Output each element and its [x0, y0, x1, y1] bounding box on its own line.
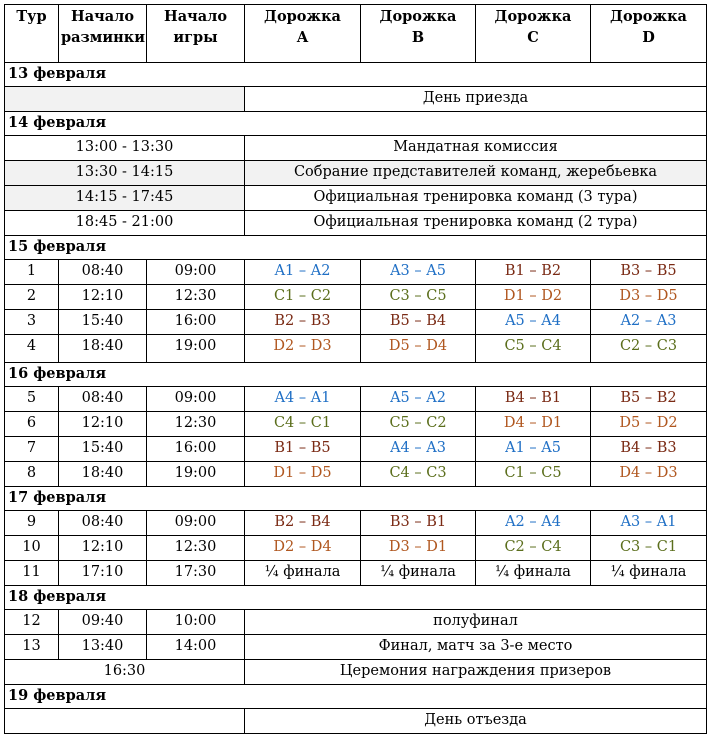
event-cell: День приезда: [245, 87, 707, 112]
lane-d-match: B4 – B3: [591, 437, 707, 462]
warmup-cell: 13:40: [59, 635, 147, 660]
table-row: [5, 161, 707, 186]
tour-cell: 12: [5, 610, 59, 635]
date-row: [5, 363, 707, 387]
date-row: [5, 586, 707, 610]
table-row: [5, 610, 707, 635]
header-lane-b: Дорожка B: [361, 5, 476, 63]
lane-d-match: A2 – A3: [591, 310, 707, 335]
table-row: [5, 561, 707, 586]
lane-a-match: D2 – D3: [245, 335, 361, 363]
date-row: [5, 112, 707, 136]
lane-b-match: A3 – A5: [361, 260, 476, 285]
game-cell: 12:30: [147, 536, 245, 561]
warmup-cell: 12:10: [59, 285, 147, 310]
table-row: [5, 635, 707, 660]
header-lane-d: Дорожка D: [591, 5, 707, 63]
game-cell: 17:30: [147, 561, 245, 586]
game-cell: 09:00: [147, 260, 245, 285]
game-cell: 19:00: [147, 335, 245, 363]
lane-a-match: C4 – C1: [245, 412, 361, 437]
warmup-cell: 08:40: [59, 511, 147, 536]
warmup-cell: 15:40: [59, 310, 147, 335]
lane-b-match: ¼ финала: [361, 561, 476, 586]
date-label: 15 февраля: [5, 236, 707, 260]
header-tour: Тур: [5, 5, 59, 63]
header-lane-c: Дорожка C: [476, 5, 591, 63]
event-cell: полуфинал: [245, 610, 707, 635]
date-label: 16 февраля: [5, 363, 707, 387]
table-row: [5, 462, 707, 487]
lane-b-match: A4 – A3: [361, 437, 476, 462]
lane-c-match: D1 – D2: [476, 285, 591, 310]
time-cell: 18:45 - 21:00: [5, 211, 245, 236]
event-cell: Собрание представителей команд, жеребьевка: [245, 161, 707, 186]
tour-cell: 1: [5, 260, 59, 285]
date-row: [5, 685, 707, 709]
warmup-cell: 08:40: [59, 387, 147, 412]
lane-d-match: B5 – B2: [591, 387, 707, 412]
header-lane-a: Дорожка A: [245, 5, 361, 63]
time-cell: 16:30: [5, 660, 245, 685]
tour-cell: 3: [5, 310, 59, 335]
date-label: 19 февраля: [5, 685, 707, 709]
lane-b-match: C4 – C3: [361, 462, 476, 487]
warmup-cell: 09:40: [59, 610, 147, 635]
tour-cell: 6: [5, 412, 59, 437]
lane-c-match: A5 – A4: [476, 310, 591, 335]
tour-cell: 11: [5, 561, 59, 586]
tour-cell: 7: [5, 437, 59, 462]
lane-d-match: D5 – D2: [591, 412, 707, 437]
table-row: [5, 310, 707, 335]
lane-a-match: D2 – D4: [245, 536, 361, 561]
lane-c-match: C1 – C5: [476, 462, 591, 487]
event-cell: День отъезда: [245, 709, 707, 734]
time-cell: 13:30 - 14:15: [5, 161, 245, 186]
lane-c-match: ¼ финала: [476, 561, 591, 586]
lane-c-match: B4 – B1: [476, 387, 591, 412]
game-cell: 16:00: [147, 437, 245, 462]
date-label: 18 февраля: [5, 586, 707, 610]
lane-b-match: C3 – C5: [361, 285, 476, 310]
empty-cell: [5, 709, 245, 734]
lane-d-match: D4 – D3: [591, 462, 707, 487]
tour-cell: 13: [5, 635, 59, 660]
table-row: [5, 709, 707, 734]
warmup-cell: 18:40: [59, 335, 147, 363]
lane-a-match: A1 – A2: [245, 260, 361, 285]
date-label: 17 февраля: [5, 487, 707, 511]
game-cell: 12:30: [147, 285, 245, 310]
game-cell: 10:00: [147, 610, 245, 635]
table-row: [5, 335, 707, 363]
tour-cell: 2: [5, 285, 59, 310]
warmup-cell: 12:10: [59, 412, 147, 437]
lane-d-match: B3 – B5: [591, 260, 707, 285]
game-cell: 19:00: [147, 462, 245, 487]
event-cell: Официальная тренировка команд (2 тура): [245, 211, 707, 236]
game-cell: 12:30: [147, 412, 245, 437]
lane-d-match: C3 – C1: [591, 536, 707, 561]
table-row: [5, 285, 707, 310]
warmup-cell: 18:40: [59, 462, 147, 487]
table-row: [5, 660, 707, 685]
lane-b-match: A5 – A2: [361, 387, 476, 412]
lane-c-match: C2 – C4: [476, 536, 591, 561]
game-cell: 09:00: [147, 511, 245, 536]
tour-cell: 10: [5, 536, 59, 561]
table-row: [5, 87, 707, 112]
lane-a-match: ¼ финала: [245, 561, 361, 586]
event-cell: Официальная тренировка команд (3 тура): [245, 186, 707, 211]
lane-a-match: A4 – A1: [245, 387, 361, 412]
lane-a-match: D1 – D5: [245, 462, 361, 487]
game-cell: 16:00: [147, 310, 245, 335]
date-row: [5, 63, 707, 87]
lane-b-match: D5 – D4: [361, 335, 476, 363]
event-cell: Церемония награждения призеров: [245, 660, 707, 685]
table-row: [5, 412, 707, 437]
date-row: [5, 236, 707, 260]
lane-c-match: A1 – A5: [476, 437, 591, 462]
lane-a-match: C1 – C2: [245, 285, 361, 310]
warmup-cell: 15:40: [59, 437, 147, 462]
warmup-cell: 12:10: [59, 536, 147, 561]
empty-cell: [5, 87, 245, 112]
event-cell: Финал, матч за 3-е место: [245, 635, 707, 660]
date-label: 14 февраля: [5, 112, 707, 136]
lane-c-match: D4 – D1: [476, 412, 591, 437]
tour-cell: 4: [5, 335, 59, 363]
lane-a-match: B2 – B3: [245, 310, 361, 335]
table-row: [5, 260, 707, 285]
lane-b-match: C5 – C2: [361, 412, 476, 437]
table-row: [5, 387, 707, 412]
table-row: [5, 511, 707, 536]
tour-cell: 5: [5, 387, 59, 412]
table-row: [5, 437, 707, 462]
time-cell: 13:00 - 13:30: [5, 136, 245, 161]
date-row: [5, 487, 707, 511]
lane-a-match: B1 – B5: [245, 437, 361, 462]
lane-d-match: D3 – D5: [591, 285, 707, 310]
tour-cell: 8: [5, 462, 59, 487]
header-warmup: Начало разминки: [59, 5, 147, 63]
lane-b-match: B3 – B1: [361, 511, 476, 536]
event-cell: Мандатная комиссия: [245, 136, 707, 161]
tour-cell: 9: [5, 511, 59, 536]
lane-a-match: B2 – B4: [245, 511, 361, 536]
lane-d-match: ¼ финала: [591, 561, 707, 586]
table-row: [5, 211, 707, 236]
lane-b-match: B5 – B4: [361, 310, 476, 335]
warmup-cell: 17:10: [59, 561, 147, 586]
date-label: 13 февраля: [5, 63, 707, 87]
lane-c-match: A2 – A4: [476, 511, 591, 536]
time-cell: 14:15 - 17:45: [5, 186, 245, 211]
lane-c-match: B1 – B2: [476, 260, 591, 285]
game-cell: 14:00: [147, 635, 245, 660]
table-row: [5, 186, 707, 211]
lane-b-match: D3 – D1: [361, 536, 476, 561]
header-row: [5, 5, 707, 63]
lane-d-match: C2 – C3: [591, 335, 707, 363]
table-row: [5, 536, 707, 561]
lane-d-match: A3 – A1: [591, 511, 707, 536]
warmup-cell: 08:40: [59, 260, 147, 285]
table-row: [5, 136, 707, 161]
header-game: Начало игры: [147, 5, 245, 63]
schedule-table: [4, 4, 707, 734]
game-cell: 09:00: [147, 387, 245, 412]
lane-c-match: C5 – C4: [476, 335, 591, 363]
